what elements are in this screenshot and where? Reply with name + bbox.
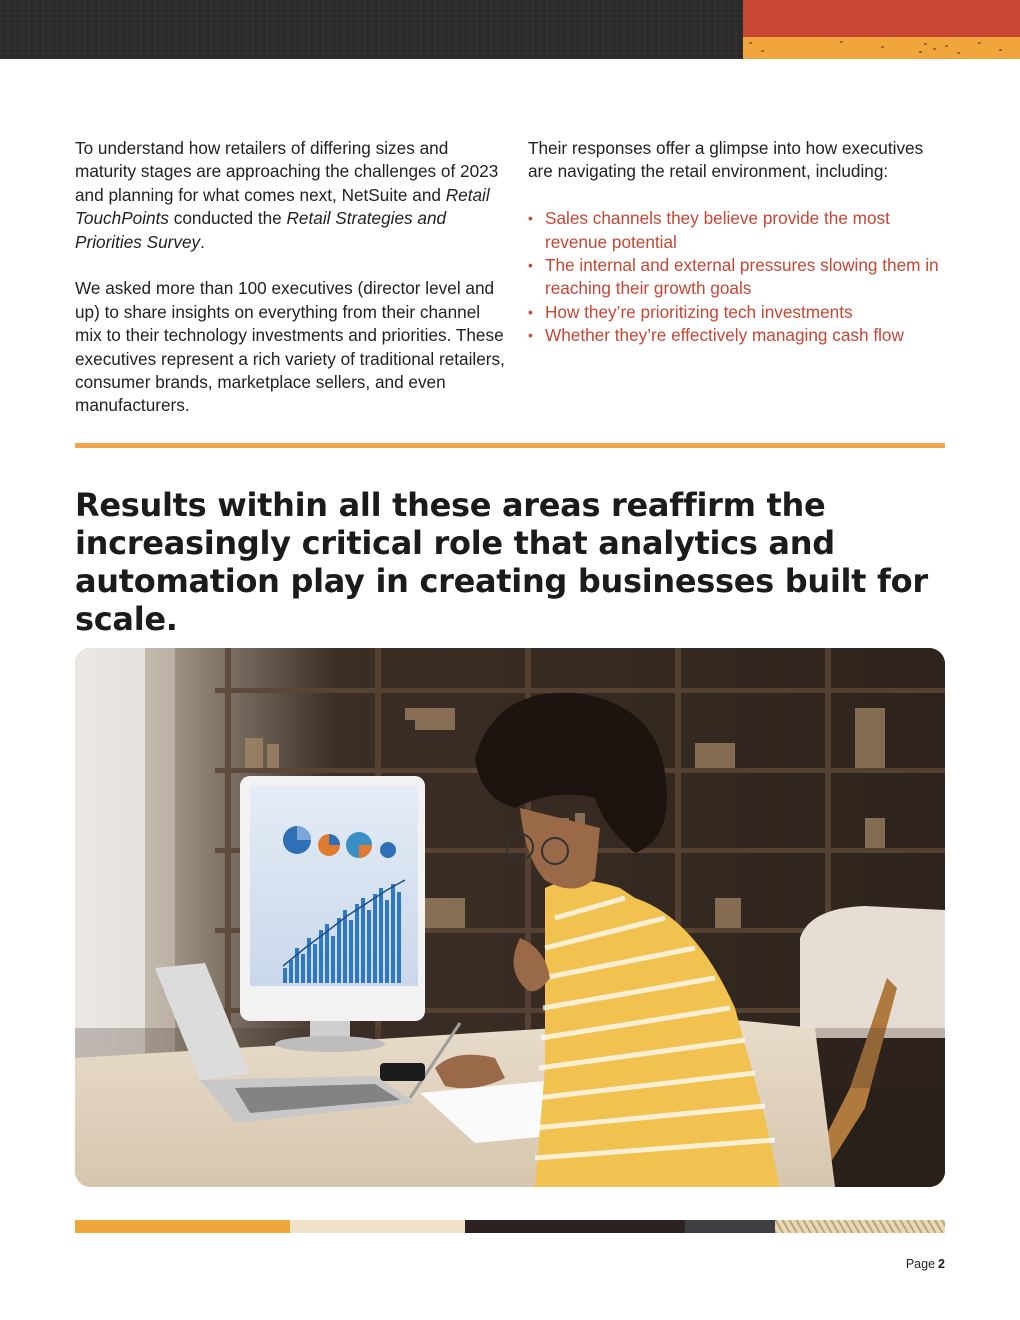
- page-number: Page 2: [905, 1257, 945, 1271]
- list-item: • How they’re prioritizing tech investments: [528, 301, 948, 324]
- top-red-block: [743, 0, 1020, 37]
- findings-list: [528, 207, 948, 347]
- list-item: • Sales channels they believe provide the most revenue potential: [528, 207, 948, 254]
- bottom-decorative-strip: [75, 1220, 945, 1233]
- top-orange-block: [743, 37, 1020, 59]
- responses-intro: Their responses offer a glimpse into how executives are navigating the retail environment, including:: [528, 138, 924, 182]
- hero-photo-woman-at-desk: [75, 648, 945, 1187]
- section-divider: [75, 443, 945, 448]
- pull-quote-headline: Results within all these areas reaffirm the increasingly critical role that analytics and automation play in creating businesses built for scale.: [75, 486, 928, 638]
- list-item: • Whether they’re effectively managing cash flow: [528, 324, 948, 347]
- intro-column-right: [528, 137, 948, 348]
- intro-column-left: [75, 137, 505, 418]
- intro-paragraph-1: To understand how retailers of differing sizes and maturity stages are approaching the challenges of 2023 and planning for what comes next, NetSuite and Retail TouchPoints conducted the Retail Strategies and Priorities Survey.: [75, 138, 499, 252]
- intro-paragraph-2: We asked more than 100 executives (director level and up) to share insights on everything from their channel mix to their technology investments and priorities. These executives represent a rich variety of traditional retailers, consumer brands, marketplace sellers, and even manufacturers.: [75, 278, 505, 416]
- list-item: • The internal and external pressures slowing them in reaching their growth goals: [528, 254, 948, 301]
